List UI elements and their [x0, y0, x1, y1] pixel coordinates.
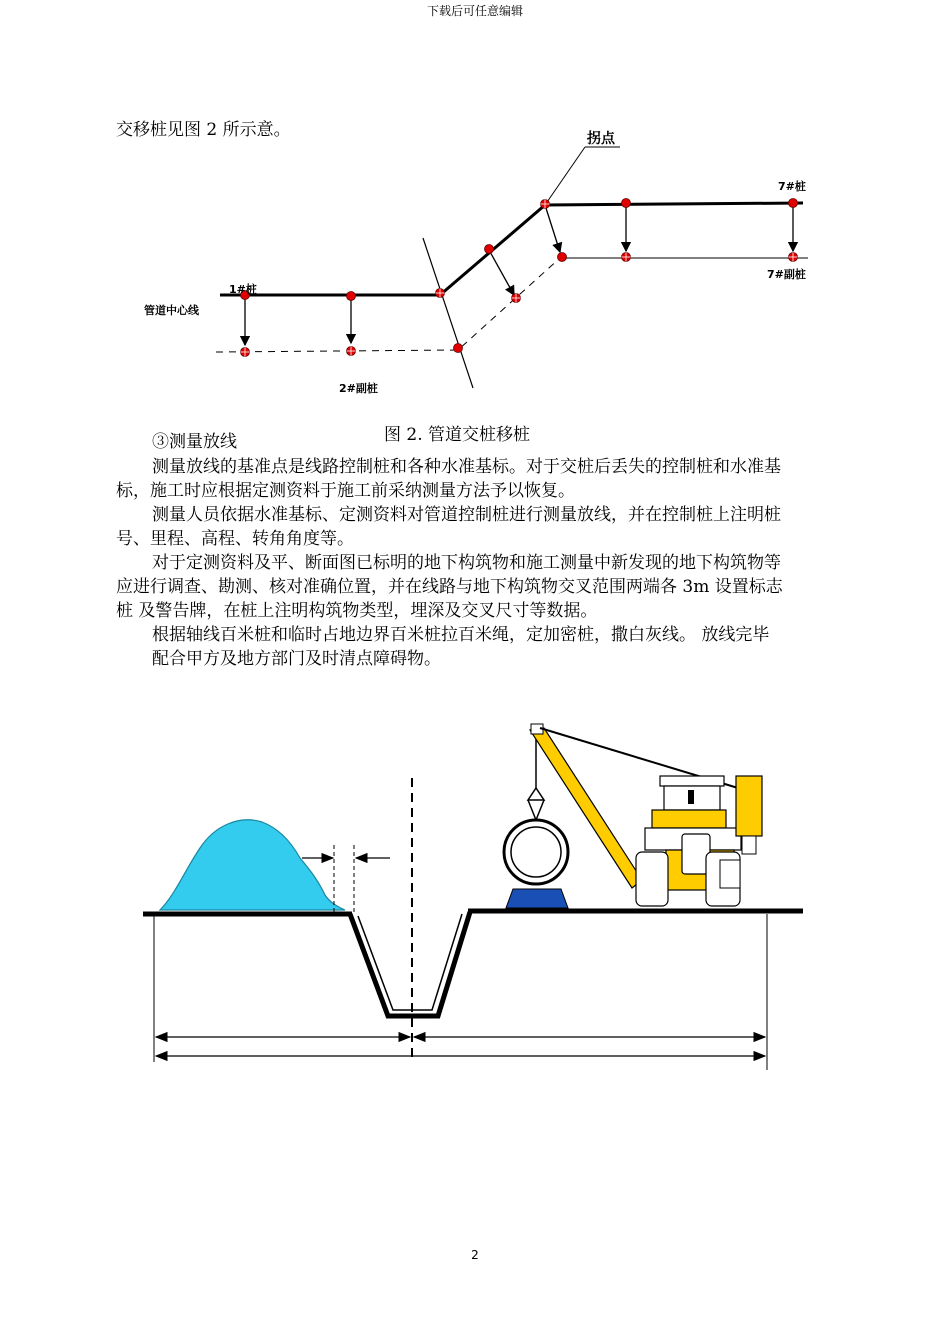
paragraph-line: 应进行调查、勘测、核对准确位置，并在线路与地下构筑物交叉范围两端各 3m 设置标志: [116, 577, 783, 597]
pile-marker: [241, 199, 798, 301]
trench-section-figure: [0, 700, 950, 1100]
offset-arrow: [489, 250, 514, 295]
cab-roof: [660, 776, 724, 786]
label-turn-point: 拐点: [587, 131, 615, 147]
page-header: 下载后可任意编辑: [426, 4, 523, 18]
label-pile7: 7#桩: [778, 180, 806, 193]
paragraph-line: 测量放线的基准点是线路控制桩和各种水准基标。对于交桩后丢失的控制桩和水准基: [152, 457, 781, 477]
figure-caption: 图 2. 管道交桩移桩: [384, 425, 531, 445]
crossing-line: [423, 238, 473, 388]
paragraph-line: 号、里程、高程、转角角度等。: [116, 529, 354, 549]
section-title: ③测量放线: [152, 432, 237, 452]
trench-profile: [350, 912, 470, 1016]
pipe-support: [506, 889, 568, 908]
hook: [528, 788, 544, 800]
label-pile7-aux: 7#副桩: [767, 268, 806, 281]
paragraph-line: 根据轴线百米桩和临时占地边界百米桩拉百米绳，定加密桩，撒白灰线。 放线完毕: [152, 625, 770, 645]
wheel: [636, 852, 668, 906]
pile-transfer-figure: [0, 0, 950, 420]
paragraph-line: 桩 及警告牌，在桩上注明构筑物类型，埋深及交叉尺寸等数据。: [116, 601, 598, 621]
paragraph-line: 对于定测资料及平、断面图已标明的地下构筑物和施工测量中新发现的地下构筑物等: [152, 553, 781, 573]
counterweight: [736, 776, 762, 836]
paragraph-line: 标，施工时应根据定测资料于施工前采纳测量方法予以恢复。: [116, 481, 575, 501]
label-pile2-aux: 2#副桩: [339, 382, 378, 395]
offset-arrow: [545, 205, 560, 252]
label-pile1: 1#桩: [229, 283, 257, 296]
turn-point-leader: [545, 147, 585, 205]
label-centerline: 管道中心线: [144, 304, 199, 317]
aux-pile-marker: [241, 253, 798, 357]
pipeline-centerline: [220, 203, 803, 295]
paragraph-line: 测量人员依据水准基标、定测资料对管道控制桩进行测量放线，并在控制桩上注明桩: [152, 505, 781, 525]
page-number: 2: [471, 1248, 479, 1262]
intro-line: 交移桩见图 2 所示意。: [116, 120, 291, 140]
aux-pile-line: [216, 258, 560, 352]
paragraph-line: 配合甲方及地方部门及时清点障碍物。: [152, 649, 441, 669]
spoil-pile: [160, 820, 345, 910]
pipe: [504, 820, 568, 884]
